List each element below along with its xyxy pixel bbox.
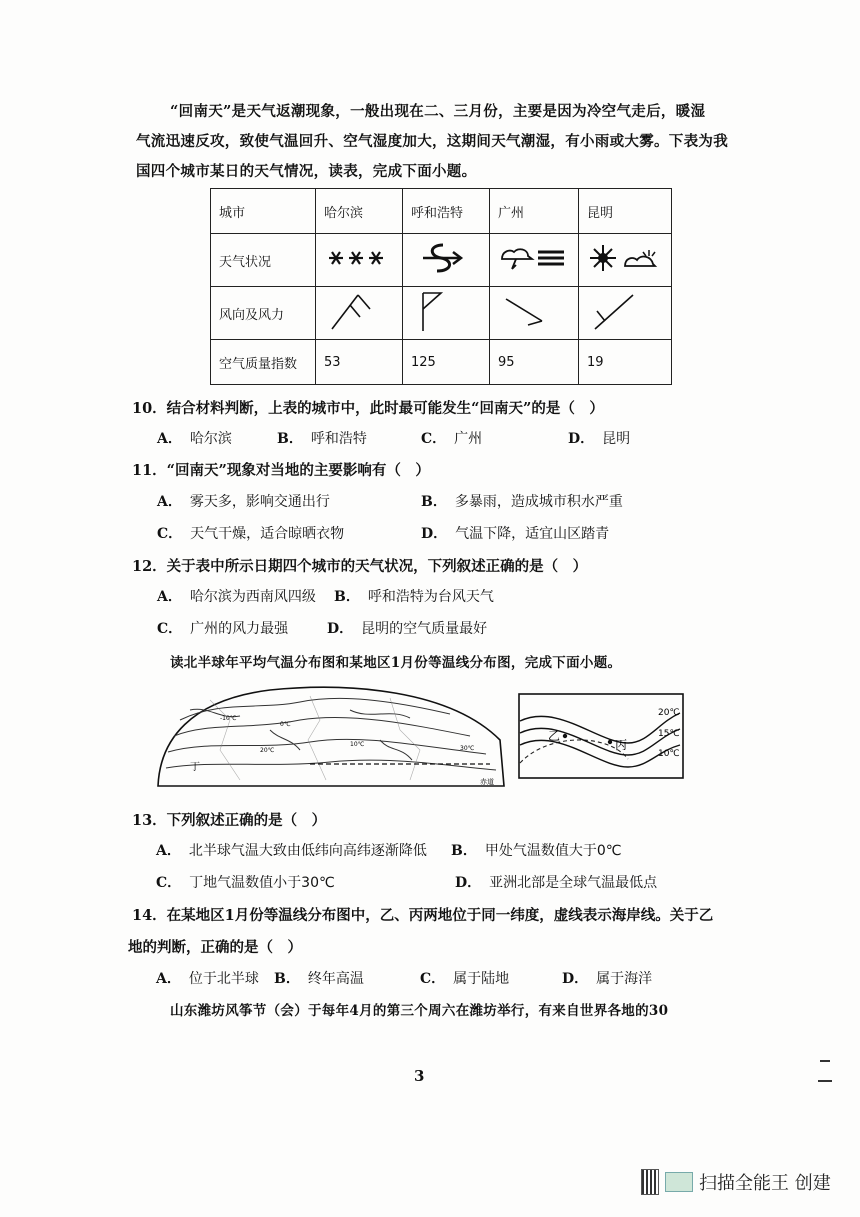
wind-barb-northeast-icon (587, 289, 647, 333)
q11-option-b[interactable]: B． 多暴雨，造成城市积水严重 (421, 494, 623, 510)
q10-stem: 10．结合材料判断，上表的城市中，此时最可能发生“回南天”的是（ ） (132, 400, 604, 417)
wind-barb-flag-icon (411, 289, 471, 333)
q14-option-a[interactable]: A． 位于北半球 (156, 971, 259, 987)
northern-hemisphere-temperature-map (150, 680, 512, 790)
intro-line-2: 气流迅速反攻，致使气温回升、空气湿度加大，这期间天气潮湿，有小雨或大雾。下表为我 (136, 133, 728, 150)
shower-fog-icon (498, 243, 570, 273)
iso-10-label: 10℃ (658, 749, 680, 759)
q10-option-a[interactable]: A． 哈尔滨 (157, 431, 232, 447)
iso-label-m10: -10℃ (220, 715, 237, 722)
scanner-watermark (641, 1169, 831, 1195)
q13-option-b[interactable]: B． 甲处气温数值大于0℃ (451, 843, 622, 859)
wind-row (211, 287, 672, 340)
q11-stem: 11．“回南天”现象对当地的主要影响有（ ） (132, 462, 430, 479)
watermark-text: 扫描全能王 创建 (699, 1173, 831, 1194)
q12-stem: 12．关于表中所示日期四个城市的天气状况，下列叙述正确的是（ ） (132, 558, 588, 575)
scan-mark (818, 1080, 832, 1082)
header-kunming: 昆明 (579, 189, 672, 234)
kunming-aqi: 19 (579, 340, 672, 385)
guangzhou-wind (490, 287, 579, 340)
point-bing-dot (608, 740, 612, 744)
q13-option-c[interactable]: C． 丁地气温数值小于30℃ (156, 875, 335, 891)
sunny-partly-cloudy-icon (587, 242, 663, 274)
iso-label-20: 20℃ (260, 747, 275, 754)
q14-option-c[interactable]: C． 属于陆地 (420, 971, 510, 987)
guangzhou-aqi: 95 (490, 340, 579, 385)
guangzhou-weather (490, 234, 579, 287)
q12-option-a[interactable]: A． 哈尔滨为西南风四级 (157, 589, 316, 605)
harbin-wind (316, 287, 403, 340)
row-label-weather: 天气状况 (211, 234, 316, 287)
january-isotherm-diagram (518, 693, 684, 779)
page-number: 3 (414, 1067, 425, 1085)
sandstorm-icon (411, 241, 481, 275)
hohhot-weather (403, 234, 490, 287)
harbin-weather (316, 234, 403, 287)
header-harbin: 哈尔滨 (316, 189, 403, 234)
equator-label: 赤道 (480, 778, 494, 786)
map-intro: 读北半球年平均气温分布图和某地区1月份等温线分布图，完成下面小题。 (170, 655, 622, 671)
qr-code-icon (641, 1169, 659, 1195)
harbin-aqi: 53 (316, 340, 403, 385)
q14-option-d[interactable]: D． 属于海洋 (562, 971, 653, 987)
q14-option-b[interactable]: B． 终年高温 (274, 971, 364, 987)
table-header-row (211, 189, 672, 234)
weather-table (210, 188, 672, 385)
q10-option-d[interactable]: D． 昆明 (568, 431, 631, 447)
hohhot-wind (403, 287, 490, 340)
scan-mark (820, 1060, 830, 1062)
header-hohhot: 呼和浩特 (403, 189, 490, 234)
q13-stem: 13．下列叙述正确的是（ ） (132, 812, 327, 829)
iso-15-label: 15℃ (658, 729, 680, 739)
q12-option-b[interactable]: B． 呼和浩特为台风天气 (334, 589, 494, 605)
q10-option-b[interactable]: B． 呼和浩特 (277, 431, 367, 447)
q11-option-d[interactable]: D． 气温下降，适宜山区踏青 (421, 526, 610, 542)
point-yi-label: 乙 (548, 729, 561, 743)
next-intro: 山东潍坊风筝节（会）于每年4月的第三个周六在潍坊举行，有来自世界各地的30 (170, 1003, 669, 1019)
wind-barb-calm-icon (498, 289, 558, 333)
iso-label-30: 30℃ (460, 745, 475, 752)
kunming-wind (579, 287, 672, 340)
hohhot-aqi: 125 (403, 340, 490, 385)
point-yi-dot (563, 734, 567, 738)
snow-icon (324, 243, 394, 273)
wind-barb-southwest-icon (324, 289, 384, 333)
row-label-aqi: 空气质量指数 (211, 340, 316, 385)
scanner-logo-icon (665, 1172, 693, 1192)
q14-stem-line-1: 14．在某地区1月份等温线分布图中，乙、丙两地位于同一纬度，虚线表示海岸线。关于乙 (132, 907, 714, 924)
q11-option-c[interactable]: C． 天气干燥，适合晾晒衣物 (157, 526, 345, 542)
q14-stem-line-2: 地的判断，正确的是（ ） (128, 939, 302, 956)
q13-option-a[interactable]: A． 北半球气温大致由低纬向高纬逐渐降低 (156, 843, 427, 859)
aqi-row (211, 340, 672, 385)
iso-20-label: 20℃ (658, 708, 680, 718)
header-guangzhou: 广州 (490, 189, 579, 234)
intro-line-1: “回南天”是天气返潮现象，一般出现在二、三月份，主要是因为冷空气走后，暖湿 (170, 103, 706, 120)
intro-line-3: 国四个城市某日的天气情况，读表，完成下面小题。 (136, 163, 477, 180)
q13-option-d[interactable]: D． 亚洲北部是全球气温最低点 (455, 875, 658, 891)
header-city: 城市 (211, 189, 316, 234)
q10-option-c[interactable]: C． 广州 (421, 431, 483, 447)
q12-option-d[interactable]: D． 昆明的空气质量最好 (327, 621, 488, 637)
kunming-weather (579, 234, 672, 287)
point-bing-label: 丙 (615, 738, 628, 752)
q12-option-c[interactable]: C． 广州的风力最强 (157, 621, 289, 637)
weather-row (211, 234, 672, 287)
iso-label-0: 0℃ (280, 721, 291, 728)
iso-label-10: 10℃ (350, 741, 365, 748)
row-label-wind: 风向及风力 (211, 287, 316, 340)
q11-option-a[interactable]: A． 雾天多，影响交通出行 (157, 494, 330, 510)
map-label-ding: 丁 (190, 762, 200, 773)
